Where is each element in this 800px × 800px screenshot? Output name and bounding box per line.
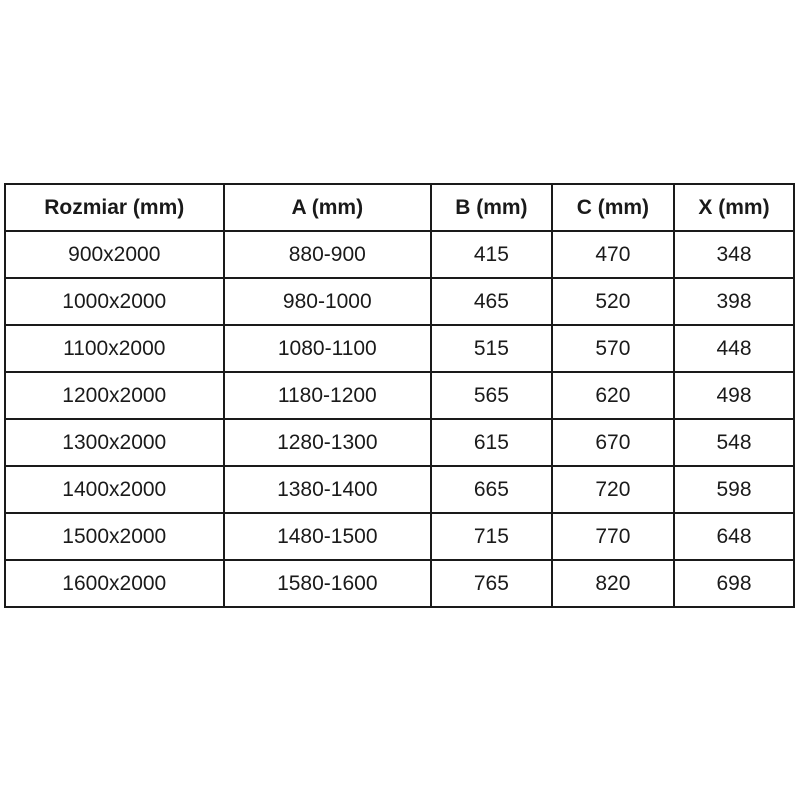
- cell-x: 448: [674, 325, 794, 372]
- size-table: [4, 183, 795, 608]
- cell-c: 820: [552, 560, 674, 607]
- table-row: [5, 325, 794, 372]
- cell-x: 598: [674, 466, 794, 513]
- table-row: [5, 278, 794, 325]
- cell-c: 770: [552, 513, 674, 560]
- cell-b: 715: [431, 513, 552, 560]
- cell-b: 565: [431, 372, 552, 419]
- cell-rozmiar: 1400x2000: [5, 466, 224, 513]
- cell-rozmiar: 1100x2000: [5, 325, 224, 372]
- cell-b: 515: [431, 325, 552, 372]
- table-header-row: [5, 184, 794, 231]
- cell-x: 348: [674, 231, 794, 278]
- cell-a: 1480-1500: [224, 513, 432, 560]
- cell-rozmiar: 1000x2000: [5, 278, 224, 325]
- cell-a: 1580-1600: [224, 560, 432, 607]
- cell-b: 615: [431, 419, 552, 466]
- table-row: [5, 560, 794, 607]
- table-row: [5, 231, 794, 278]
- column-header-c: C (mm): [552, 184, 674, 231]
- cell-b: 465: [431, 278, 552, 325]
- size-table-container: [4, 183, 795, 608]
- cell-a: 1280-1300: [224, 419, 432, 466]
- cell-c: 570: [552, 325, 674, 372]
- column-header-rozmiar: Rozmiar (mm): [5, 184, 224, 231]
- cell-a: 1380-1400: [224, 466, 432, 513]
- cell-c: 520: [552, 278, 674, 325]
- cell-b: 765: [431, 560, 552, 607]
- table-row: [5, 513, 794, 560]
- cell-x: 398: [674, 278, 794, 325]
- cell-rozmiar: 1600x2000: [5, 560, 224, 607]
- cell-rozmiar: 1500x2000: [5, 513, 224, 560]
- cell-c: 720: [552, 466, 674, 513]
- cell-c: 670: [552, 419, 674, 466]
- column-header-b: B (mm): [431, 184, 552, 231]
- cell-a: 1080-1100: [224, 325, 432, 372]
- cell-rozmiar: 900x2000: [5, 231, 224, 278]
- cell-x: 548: [674, 419, 794, 466]
- cell-x: 648: [674, 513, 794, 560]
- cell-a: 880-900: [224, 231, 432, 278]
- column-header-a: A (mm): [224, 184, 432, 231]
- cell-a: 1180-1200: [224, 372, 432, 419]
- cell-b: 415: [431, 231, 552, 278]
- cell-x: 698: [674, 560, 794, 607]
- cell-c: 470: [552, 231, 674, 278]
- table-row: [5, 466, 794, 513]
- column-header-x: X (mm): [674, 184, 794, 231]
- table-row: [5, 372, 794, 419]
- cell-b: 665: [431, 466, 552, 513]
- cell-a: 980-1000: [224, 278, 432, 325]
- cell-x: 498: [674, 372, 794, 419]
- cell-rozmiar: 1300x2000: [5, 419, 224, 466]
- table-row: [5, 419, 794, 466]
- cell-c: 620: [552, 372, 674, 419]
- cell-rozmiar: 1200x2000: [5, 372, 224, 419]
